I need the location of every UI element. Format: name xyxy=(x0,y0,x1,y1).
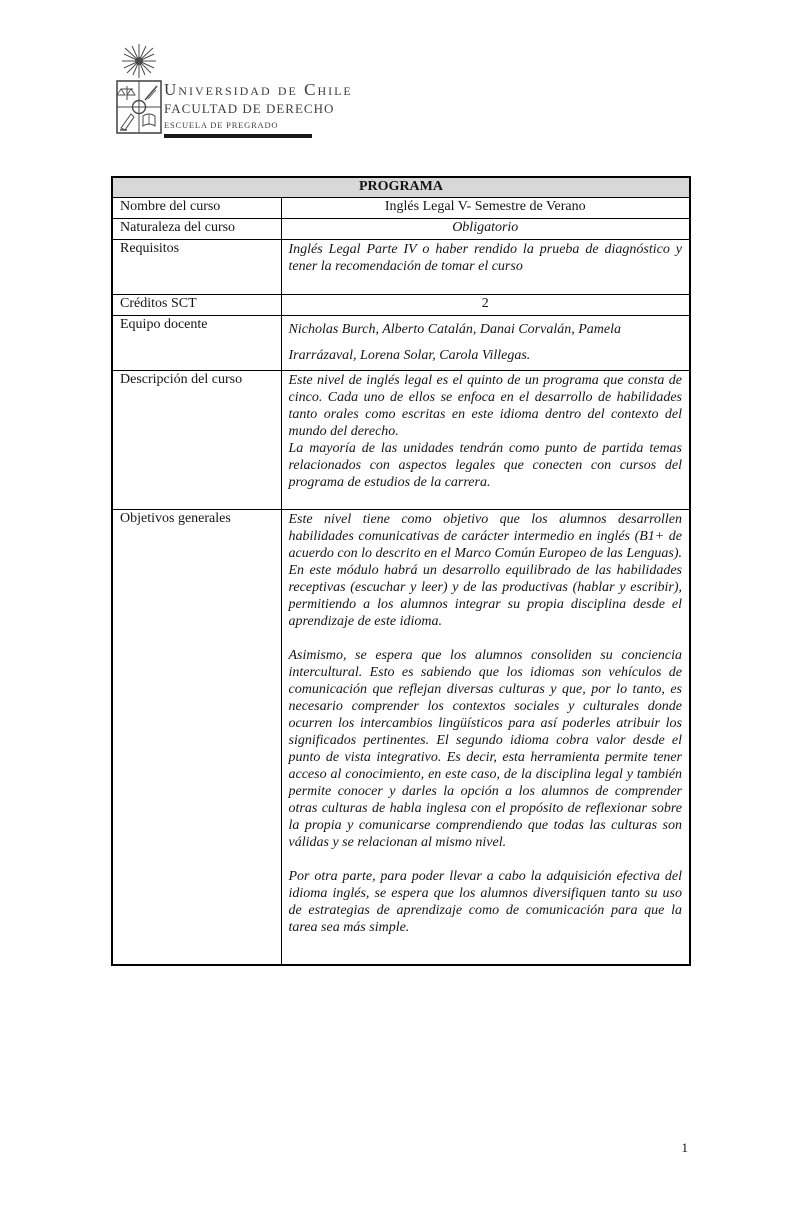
table-title: PROGRAMA xyxy=(112,177,690,198)
row-label: Requisitos xyxy=(112,240,281,295)
logo-school-name: ESCUELA DE PREGRADO xyxy=(164,120,279,130)
program-table xyxy=(111,176,691,966)
row-label: Equipo docente xyxy=(112,316,281,371)
logo-university-name: Universidad de Chile xyxy=(164,80,353,99)
page-number: 1 xyxy=(681,1140,688,1155)
descripcion-paragraph: La mayoría de las unidades tendrán como punto de partida temas relacionados con aspectos legales que conecten con cursos del programa de estudios de la carrera. xyxy=(288,441,682,490)
objetivos-paragraph: Por otra parte, para poder llevar a cabo la adquisición efectiva del idioma inglés, se espera que los alumnos diversifiquen tanto su uso de estrategias de aprendizaje como de comunicación para que la tarea sea más simple. xyxy=(288,869,682,935)
row-value: Obligatorio xyxy=(281,219,690,240)
table-title-row xyxy=(112,177,690,198)
row-descripcion-del-curso xyxy=(112,371,690,510)
row-label: Descripción del curso xyxy=(112,371,281,510)
row-label: Créditos SCT xyxy=(112,295,281,316)
logo-underline xyxy=(164,134,312,138)
row-label: Objetivos generales xyxy=(112,510,281,966)
row-creditos-sct xyxy=(112,295,690,316)
row-label: Nombre del curso xyxy=(112,198,281,219)
objetivos-paragraph: Asimismo, se espera que los alumnos consoliden su conciencia intercultural. Esto es sabiendo que los idiomas son vehículos de comunicación que reflejan diversas culturas y que, por lo tanto, es necesario comprender los contextos sociales y culturales donde ocurren los intercambios lingüísticos para así poderles atribuir los significados pertinentes. El segundo idioma cobra valor desde el punto de vista integrativo. Es decir, esta herramienta permite tener acceso al conocimiento, en este caso, de la disciplina legal y también permite conocer y darles la opción a los alumnos de comprender otras culturas de habla inglesa con el propósito de reflexionar sobre la propia y comunicarse comprendiendo que todas las culturas son válidas y se relacionan al mismo nivel. xyxy=(288,648,682,850)
row-value xyxy=(281,510,690,966)
row-requisitos xyxy=(112,240,690,295)
logo-faculty-name: FACULTAD DE DERECHO xyxy=(164,101,335,116)
objetivos-paragraph: Este nivel tiene como objetivo que los alumnos desarrollen habilidades comunicativas de carácter intermedio en inglés (B1+ de acuerdo con lo descrito en el Marco Común Europeo de las Lenguas). En este módulo habrá un desarrollo equilibrado de las habilidades receptivas (escuchar y leer) y de las productivas (hablar y escribir), permitiendo a los alumnos integrar su propia disciplina desde el aprendizaje de este idioma. xyxy=(288,512,682,629)
row-label: Naturaleza del curso xyxy=(112,219,281,240)
row-naturaleza-del-curso xyxy=(112,219,690,240)
row-equipo-docente xyxy=(112,316,690,371)
university-crest-icon xyxy=(112,44,166,140)
row-value: Inglés Legal V- Semestre de Verano xyxy=(281,198,690,219)
equipo-docente-text: Nicholas Burch, Alberto Catalán, Danai Corvalán, Pamela Irarrázaval, Lorena Solar, Carola Villegas. xyxy=(288,322,621,363)
row-value xyxy=(281,240,690,295)
row-objetivos-generales xyxy=(112,510,690,966)
row-value: 2 xyxy=(281,295,690,316)
requisitos-text: Inglés Legal Parte IV o haber rendido la prueba de diagnóstico y tener la recomendación de tomar el curso xyxy=(288,242,682,274)
row-nombre-del-curso xyxy=(112,198,690,219)
descripcion-paragraph: Este nivel de inglés legal es el quinto de un programa que consta de cinco. Cada uno de ellos se enfoca en el desarrollo de habilidades tanto orales como escritas en este idioma dentro del contexto del mundo del derecho. xyxy=(288,373,682,439)
row-value xyxy=(281,316,690,371)
row-value xyxy=(281,371,690,510)
